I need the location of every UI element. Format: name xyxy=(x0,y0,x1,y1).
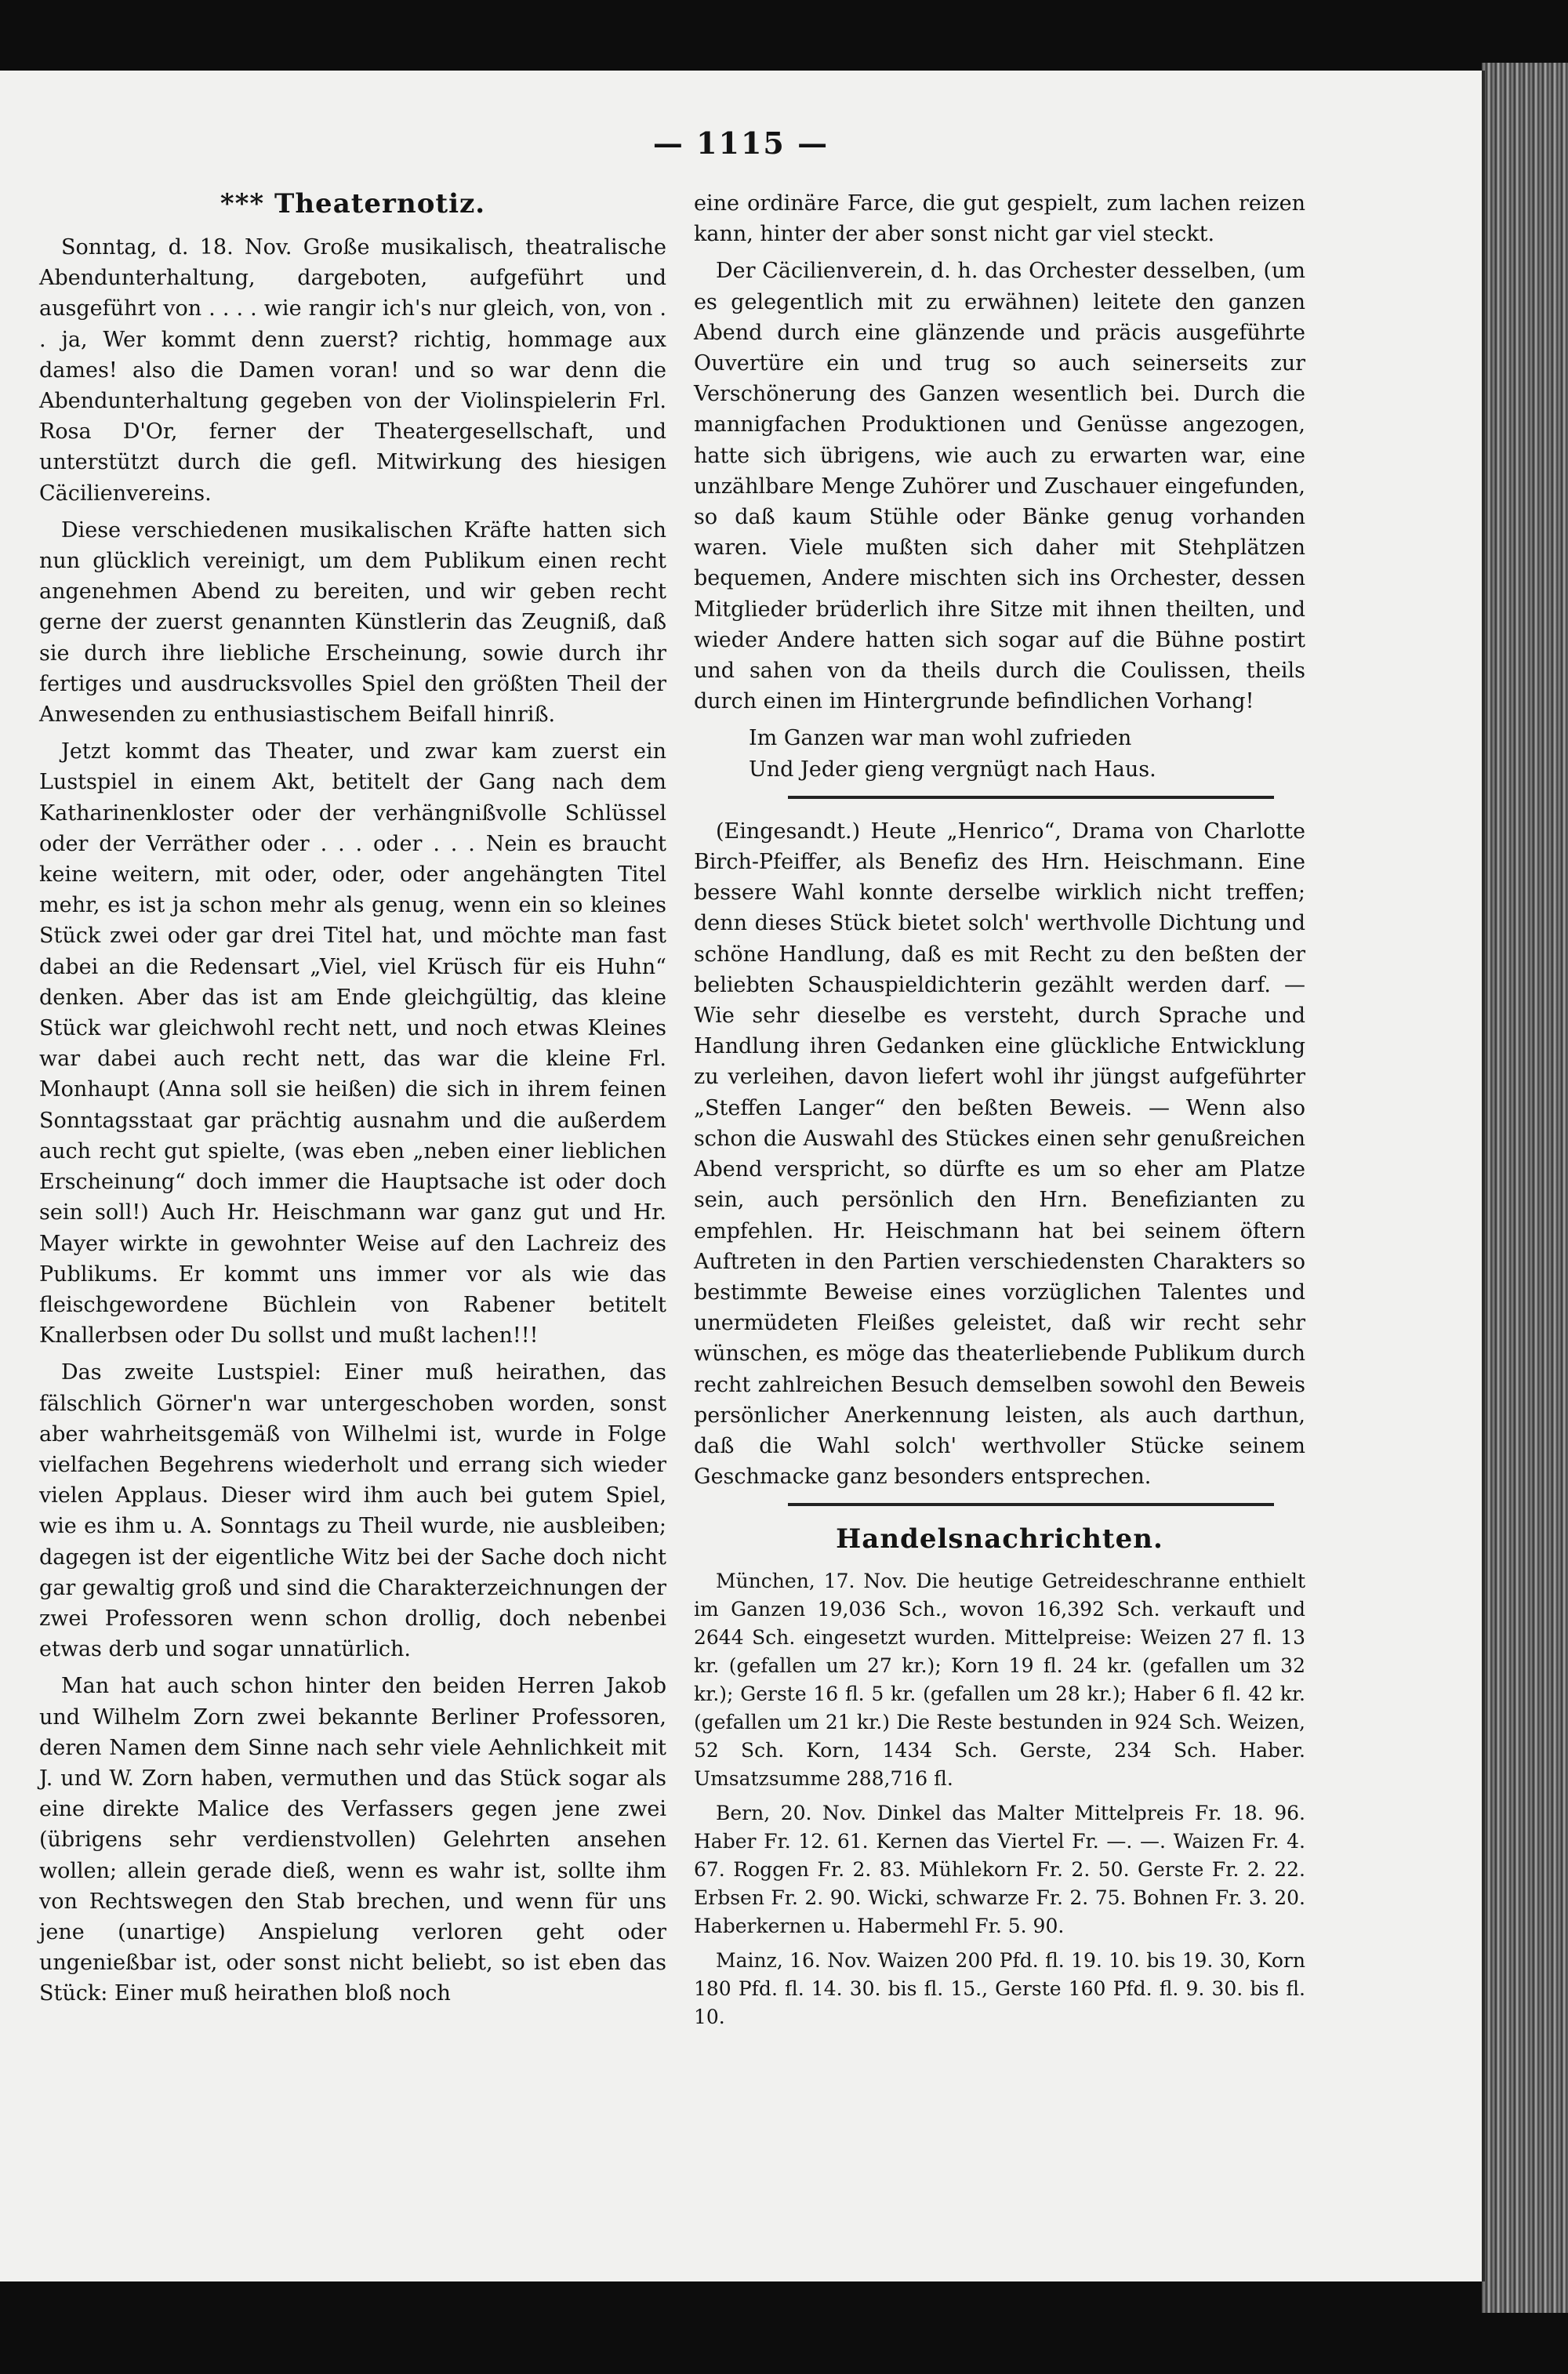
book-spine xyxy=(1482,63,1568,2313)
article-paragraph: Sonntag, d. 18. Nov. Große musikalisch, theatralische Abendunterhaltung, dargeboten, aufgeführt und ausgeführt von . . . . wie rangir ich's nur gleich, von, von . . ja, Wer kommt denn zuerst? richtig, hommage aux dames! also die Damen voran! und so war denn die Abendunterhaltung gegeben von der Violinspielerin Frl. Rosa D'Or, ferner der Theatergesellschaft, und unterstützt durch die gefl. Mitwirkung des hiesigen Cäcilienvereins. xyxy=(39,235,666,506)
article-paragraph: Der Cäcilienverein, d. h. das Orchester desselben, (um es gelegentlich mit zu erwähnen) leitete den ganzen Abend durch eine glänzende und präcis ausgeführte Ouvertüre ein und trug so auch seinerseits zur Verschönerung des Ganzen wesentlich bei. Durch die mannigfachen Produktionen und Genüsse angezogen, hatte sich übrigens, wie auch zu erwarten war, eine unzählbare Menge Zuhörer und Zuschauer eingefunden, so daß kaum Stühle oder Bänke genug vorhanden waren. Viele mußten sich daher mit Stehplätzen bequemen, Andere mischten sich ins Orchester, dessen Mitglieder brüderlich ihre Sitze mit ihnen theilten, und wieder Andere hatten sich sogar auf die Bühne postirt und sahen von da theils durch die Coulissen, theils durch einen im Hintergrunde befindlichen Vorhang! xyxy=(694,259,1305,714)
market-report: Bern, 20. Nov. Dinkel das Malter Mittelpreis Fr. 18. 96. Haber Fr. 12. 61. Kernen das Viertel Fr. —. —. Waizen Fr. 4. 67. Roggen Fr. 2. 83. Mühlekorn Fr. 2. 50. Gerste Fr. 2. 22. Erbsen Fr. 2. 90. Wicki, schwarze Fr. 2. 75. Bohnen Fr. 3. 20. Haberkernen u. Habermehl Fr. 5. 90. xyxy=(694,1802,1305,1938)
section-divider xyxy=(788,796,1274,799)
left-column xyxy=(39,188,666,2016)
market-report: Mainz, 16. Nov. Waizen 200 Pfd. fl. 19. 10. bis 19. 30, Korn 180 Pfd. fl. 14. 30. bis fl. 15., Gerste 160 Pfd. fl. 9. 30. bis fl. 10. xyxy=(694,1949,1305,2029)
article-paragraph: Das zweite Lustspiel: Einer muß heirathen, das fälschlich Görner'n war untergeschoben worden, sonst aber wahrheitsgemäß von Wilhelmi ist, wurde in Folge vielfachen Begehrens wiederholt und errang sich wieder vielen Applaus. Dieser wird ihm auch bei gutem Spiel, wie es ihm u. A. Sonntags zu Theil wurde, nie ausbleiben; dagegen ist der eigentliche Witz bei der Sache doch nicht gar gewaltig groß und sind die Charakterzeichnungen der zwei Professoren wenn schon drollig, doch nebenbei etwas derb und sogar unnatürlich. xyxy=(39,1360,666,1662)
article-heading-theaternotiz: *** Theaternotiz. xyxy=(220,188,486,220)
verse-line: Im Ganzen war man wohl zufrieden xyxy=(749,726,1132,751)
article-paragraph: Man hat auch schon hinter den beiden Herren Jakob und Wilhelm Zorn zwei bekannte Berliner Professoren, deren Namen dem Sinne nach sehr viele Aehnlichkeit mit J. und W. Zorn haben, vermuthen und das Stück sogar als eine direkte Malice des Verfassers gegen jene zwei (übrigens sehr verdienstvollen) Gelehrten ansehen wollen; allein gerade dieß, wenn es wahr ist, sollte ihm von Rechtswegen den Stab brechen, und wenn für uns jene (unartige) Anspielung verloren geht oder ungenießbar ist, oder sonst nicht beliebt, so ist eben das Stück: Einer muß heirathen bloß noch xyxy=(39,1674,666,2006)
section-heading-handelsnachrichten: Handelsnachrichten. xyxy=(836,1523,1163,1555)
page-number: — 1115 — xyxy=(652,125,829,161)
verse-line: Und Jeder gieng vergnügt nach Haus. xyxy=(749,757,1156,782)
article-paragraph: Diese verschiedenen musikalischen Kräfte hatten sich nun glücklich vereinigt, um dem Publikum einen recht angenehmen Abend zu bereiten, und wir geben recht gerne der zuerst genannten Künstlerin das Zeugniß, daß sie durch ihre liebliche Erscheinung, sowie durch ihr fertiges und ausdrucksvolles Spiel den größten Theil der Anwesenden zu enthusiastischem Beifall hinriß. xyxy=(39,517,666,728)
right-column xyxy=(694,188,1305,2038)
section-divider xyxy=(788,1503,1274,1506)
newspaper-page xyxy=(0,71,1485,2281)
market-report: München, 17. Nov. Die heutige Getreideschranne enthielt im Ganzen 19,036 Sch., wovon 16,392 Sch. verkauft und 2644 Sch. eingesetzt wurden. Mittelpreise: Weizen 27 fl. 13 kr. (gefallen um 27 kr.); Korn 19 fl. 24 kr. (gefallen um 32 kr.); Gerste 16 fl. 5 kr. (gefallen um 28 kr.); Haber 6 fl. 42 kr. (gefallen um 21 kr.) Die Reste bestunden in 924 Sch. Weizen, 52 Sch. Korn, 1434 Sch. Gerste, 234 Sch. Haber. Umsatzsumme 288,716 fl. xyxy=(694,1570,1305,1791)
notice-paragraph: (Eingesandt.) Heute „Henrico“, Drama von Charlotte Birch-Pfeiffer, als Benefiz des Hrn. Heischmann. Eine bessere Wahl konnte derselbe wirklich nicht treffen; denn dieses Stück bietet solch' werthvolle Dichtung und schöne Handlung, daß es mit Recht zu den beßten der beliebten Schauspieldichterin gezählt werden darf. — Wie sehr dieselbe es versteht, durch Sprache und Handlung ihren Gedanken eine glückliche Entwicklung zu verleihen, davon liefert wohl ihr jüngst aufgeführter „Steffen Langer“ den beßten Beweis. — Wenn also schon die Auswahl des Stückes einen sehr genußreichen Abend verspricht, so dürfte es um so eher am Platze sein, auch persönlich den Hrn. Benefizianten zu empfehlen. Hr. Heischmann hat bei seinem öftern Auftreten in den Partien verschiedensten Charakters so bestimmte Beweise eines vorzüglichen Talentes und unermüdeten Fleißes geleistet, daß wir recht sehr wünschen, es möge das theaterliebende Publikum durch recht zahlreichen Besuch demselben sowohl den Beweis persönlicher Anerkennung leisten, als auch darthun, daß die Wahl solch' werthvoller Stücke seinem Geschmacke ganz besonders entsprechen. xyxy=(694,819,1305,1490)
article-paragraph: Jetzt kommt das Theater, und zwar kam zuerst ein Lustspiel in einem Akt, betitelt der Gang nach dem Katharinenkloster oder der verhängnißvolle Schlüssel oder der Verräther oder . . . oder . . . Nein es braucht keine weitern, mit oder, oder, oder angehängten Titel mehr, es ist ja schon mehr als genug, wenn ein so kleines Stück zwei oder gar drei Titel hat, und möchte man fast dabei an die Redensart „Viel, viel Krüsch für eis Huhn“ denken. Aber das ist am Ende gleichgültig, das kleine Stück war gleichwohl recht nett, und noch etwas Kleines war dabei auch recht nett, das war die kleine Frl. Monhaupt (Anna soll sie heißen) die sich in ihrem feinen Sonntagsstaat gar prächtig ausnahm und die außerdem auch recht gut spielte, (was eben „neben einer lieblichen Erscheinung“ doch immer die Hauptsache ist oder doch sein soll!) Auch Hr. Heischmann war ganz gut und Hr. Mayer wirkte in gewohnter Weise auf den Lachreiz des Publikums. Er kommt uns immer vor als wie das fleischgewordene Büchlein von Rabener betitelt Knallerbsen oder Du sollst und mußt lachen!!! xyxy=(39,739,666,1349)
article-paragraph: eine ordinäre Farce, die gut gespielt, zum lachen reizen kann, hinter der aber sonst nicht gar viel steckt. xyxy=(694,191,1305,247)
